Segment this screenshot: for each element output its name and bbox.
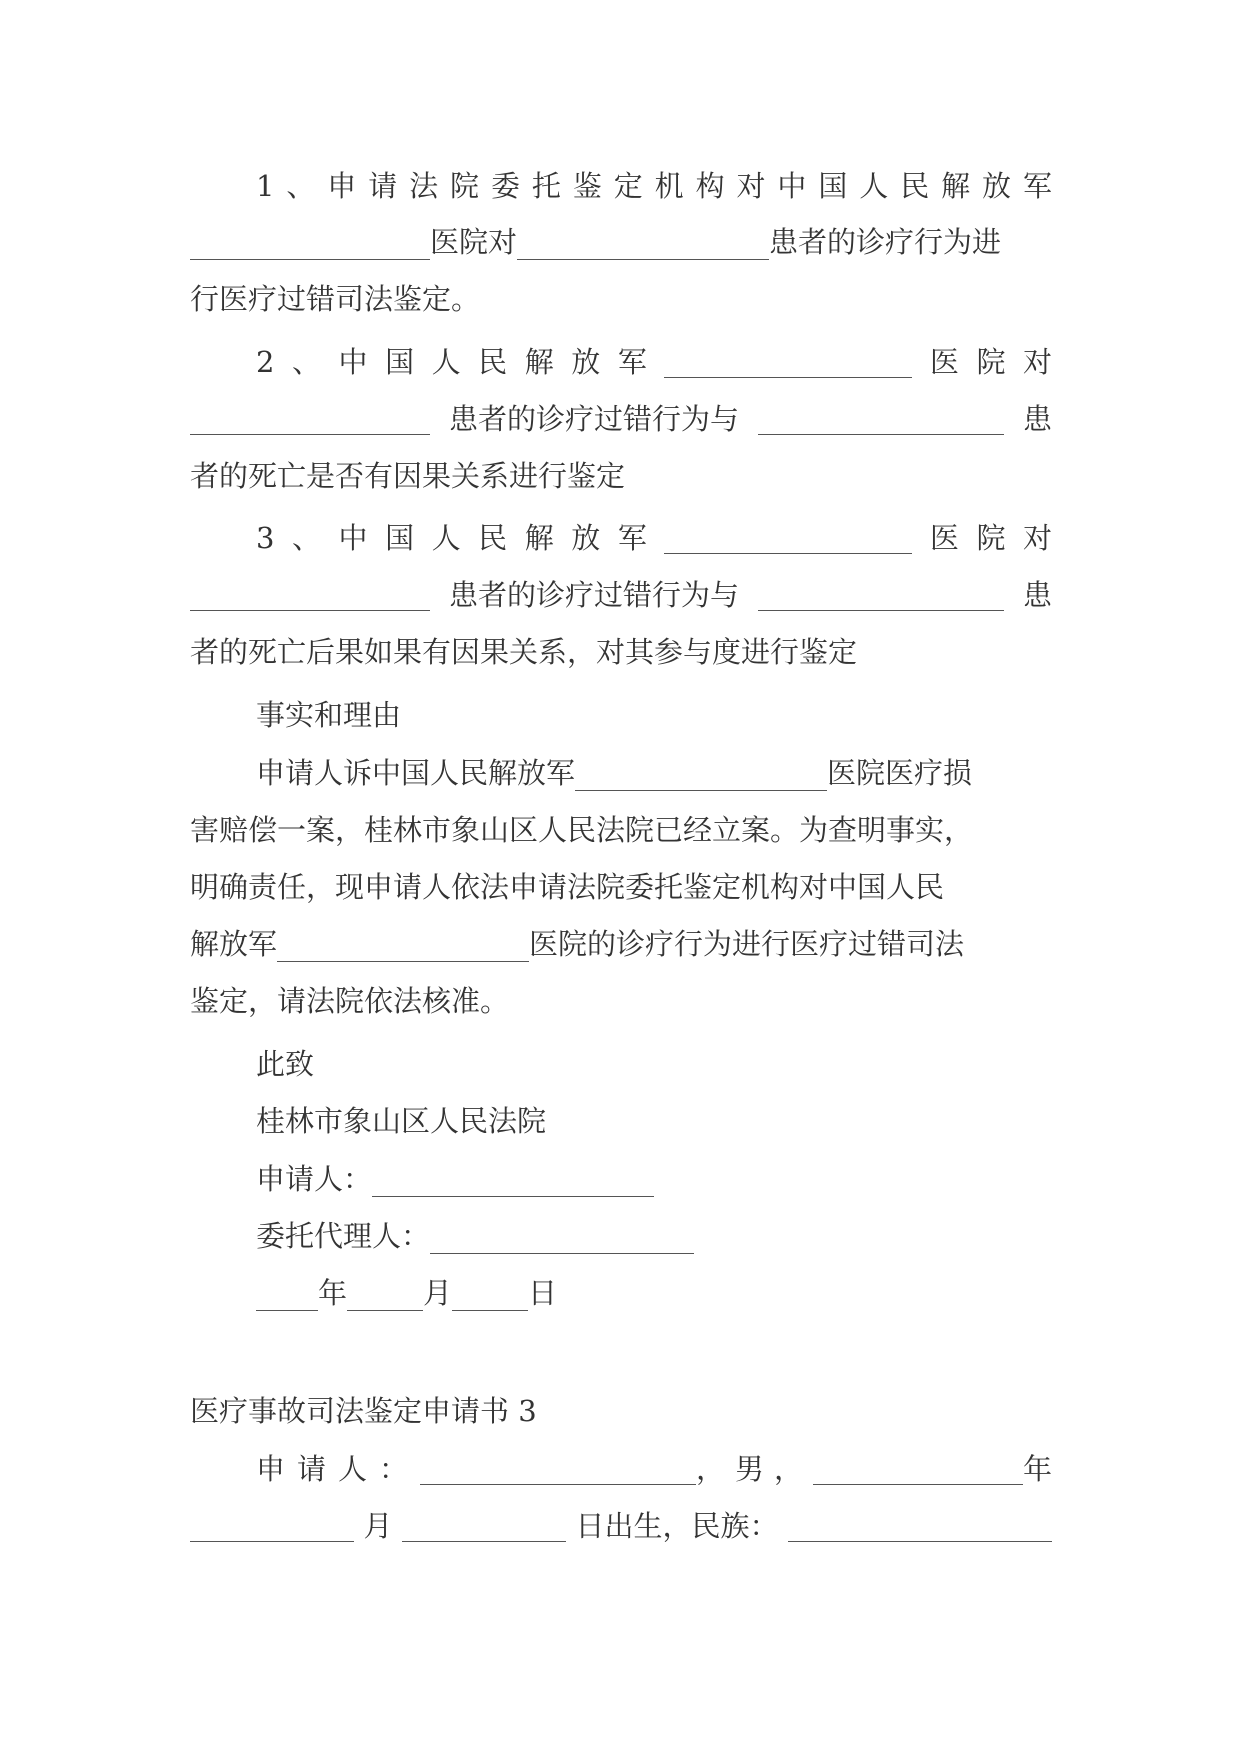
hospital-blank[interactable]	[664, 347, 912, 378]
item3-line3: 者的死亡后果如果有因果关系，对其参与度进行鉴定	[190, 635, 858, 669]
item1-word: 解	[941, 169, 971, 203]
item3-word: 军	[617, 521, 647, 555]
item1-word: 托	[531, 169, 561, 203]
item3-word: 人	[431, 521, 461, 555]
item1-word: 请	[368, 169, 398, 203]
patient-blank[interactable]	[758, 404, 1004, 435]
patient-blank[interactable]	[517, 229, 769, 260]
birth-year-label: 年	[1022, 1452, 1052, 1486]
item2-line2	[190, 397, 1052, 441]
item1-word: 法	[409, 169, 439, 203]
day-blank[interactable]	[452, 1280, 528, 1311]
item2-word: 医	[929, 345, 959, 379]
item2-word: 国	[385, 345, 415, 379]
facts-line1	[256, 751, 972, 795]
item2-word: 军	[617, 345, 647, 379]
item3-line2	[190, 573, 1052, 617]
patient-blank[interactable]	[190, 580, 430, 611]
item3-word: 国	[385, 521, 415, 555]
item3-line1	[256, 516, 1052, 560]
item2-word: 院	[976, 345, 1006, 379]
next-doc-applicant-line	[256, 1447, 1052, 1491]
applicant-line	[256, 1157, 654, 1201]
facts-p4-b: 医院的诊疗行为进行医疗过错司法	[529, 927, 965, 961]
facts-heading: 事实和理由	[256, 698, 402, 732]
item1-word: 对	[736, 169, 766, 203]
item1-word: 、	[286, 169, 316, 203]
item2-word: 民	[478, 345, 508, 379]
next-applicant-label: 申请人：	[256, 1452, 421, 1486]
month-label: 月	[423, 1276, 453, 1310]
item2-word: 放	[571, 345, 601, 379]
item1-line2-b: 患者的诊疗行为进	[769, 225, 1002, 259]
item1-word: 人	[859, 169, 889, 203]
day-label: 日	[528, 1276, 558, 1310]
item1-word: 院	[450, 169, 480, 203]
item3-word: 放	[571, 521, 601, 555]
item3-line2-b: 患	[1022, 578, 1052, 612]
agent-blank[interactable]	[430, 1223, 694, 1254]
item1-word: 国	[818, 169, 848, 203]
next-doc-title: 医疗事故司法鉴定申请书 3	[190, 1394, 537, 1428]
item1-word: 机	[654, 169, 684, 203]
item3-word: 对	[1022, 521, 1052, 555]
item1-line1	[256, 164, 1052, 208]
item3-line2-a: 患者的诊疗过错行为与	[448, 578, 739, 612]
item1-line2-a: 医院对	[430, 225, 518, 259]
facts-p4-a: 解放军	[190, 927, 278, 961]
item2-word: 对	[1022, 345, 1052, 379]
item2-line3: 者的死亡是否有因果关系进行鉴定	[190, 459, 626, 493]
item3-word: 院	[976, 521, 1006, 555]
ethnicity-blank[interactable]	[788, 1511, 1052, 1542]
hospital-blank[interactable]	[664, 523, 912, 554]
item1-line2	[190, 220, 1001, 264]
court-name: 桂林市象山区人民法院	[256, 1104, 547, 1138]
next-doc-birth-line	[190, 1504, 1052, 1548]
date-line	[256, 1271, 557, 1315]
item3-word: 、	[291, 521, 321, 555]
birth-year-blank[interactable]	[813, 1454, 1023, 1485]
patient-blank[interactable]	[190, 404, 430, 435]
facts-line3: 明确责任，现申请人依法申请法院委托鉴定机构对中国人民	[190, 870, 945, 904]
item2-line1	[256, 340, 1052, 384]
month-blank[interactable]	[347, 1280, 423, 1311]
item2-line2-a: 患者的诊疗过错行为与	[448, 402, 739, 436]
facts-p1-a: 申请人诉中国人民解放军	[256, 756, 576, 790]
item1-word: 构	[695, 169, 725, 203]
item2-line2-b: 患	[1022, 402, 1052, 436]
facts-line4	[190, 922, 964, 966]
item1-word: 1	[256, 169, 275, 203]
item1-word: 鉴	[572, 169, 602, 203]
item3-word: 解	[524, 521, 554, 555]
item2-word: 人	[431, 345, 461, 379]
salutation: 此致	[256, 1047, 315, 1081]
item3-word: 民	[478, 521, 508, 555]
item2-word: 2	[256, 345, 275, 379]
hospital-blank[interactable]	[277, 931, 529, 962]
item3-word: 3	[256, 521, 275, 555]
hospital-blank[interactable]	[575, 760, 827, 791]
birth-day-blank[interactable]	[402, 1511, 566, 1542]
born-text: 日出生，民族：	[575, 1509, 779, 1543]
agent-line	[256, 1214, 694, 1258]
item1-word: 民	[900, 169, 930, 203]
item1-word: 军	[1022, 169, 1052, 203]
facts-p1-b: 医院医疗损	[827, 756, 973, 790]
year-blank[interactable]	[256, 1280, 318, 1311]
item1-word: 委	[490, 169, 520, 203]
applicant-label: 申请人：	[256, 1162, 373, 1196]
item2-word: 中	[338, 345, 368, 379]
item1-line3: 行医疗过错司法鉴定。	[190, 282, 481, 316]
hospital-blank[interactable]	[190, 229, 430, 260]
item2-word: 解	[524, 345, 554, 379]
item3-word: 中	[338, 521, 368, 555]
year-label: 年	[318, 1276, 348, 1310]
item2-word: 、	[291, 345, 321, 379]
item1-word: 定	[613, 169, 643, 203]
item1-word: 申	[327, 169, 357, 203]
item3-word: 医	[929, 521, 959, 555]
item1-word: 中	[777, 169, 807, 203]
patient-blank[interactable]	[758, 580, 1004, 611]
agent-label: 委托代理人：	[256, 1219, 431, 1253]
applicant-blank[interactable]	[372, 1166, 654, 1197]
item1-word: 放	[982, 169, 1012, 203]
next-applicant-blank[interactable]	[420, 1454, 696, 1485]
birth-month-label: 月	[363, 1509, 393, 1543]
gender-text: ，男，	[696, 1452, 814, 1486]
facts-line5: 鉴定，请法院依法核准。	[190, 984, 510, 1018]
facts-line2: 害赔偿一案，桂林市象山区人民法院已经立案。为查明事实，	[190, 813, 974, 847]
birth-month-blank[interactable]	[190, 1511, 354, 1542]
